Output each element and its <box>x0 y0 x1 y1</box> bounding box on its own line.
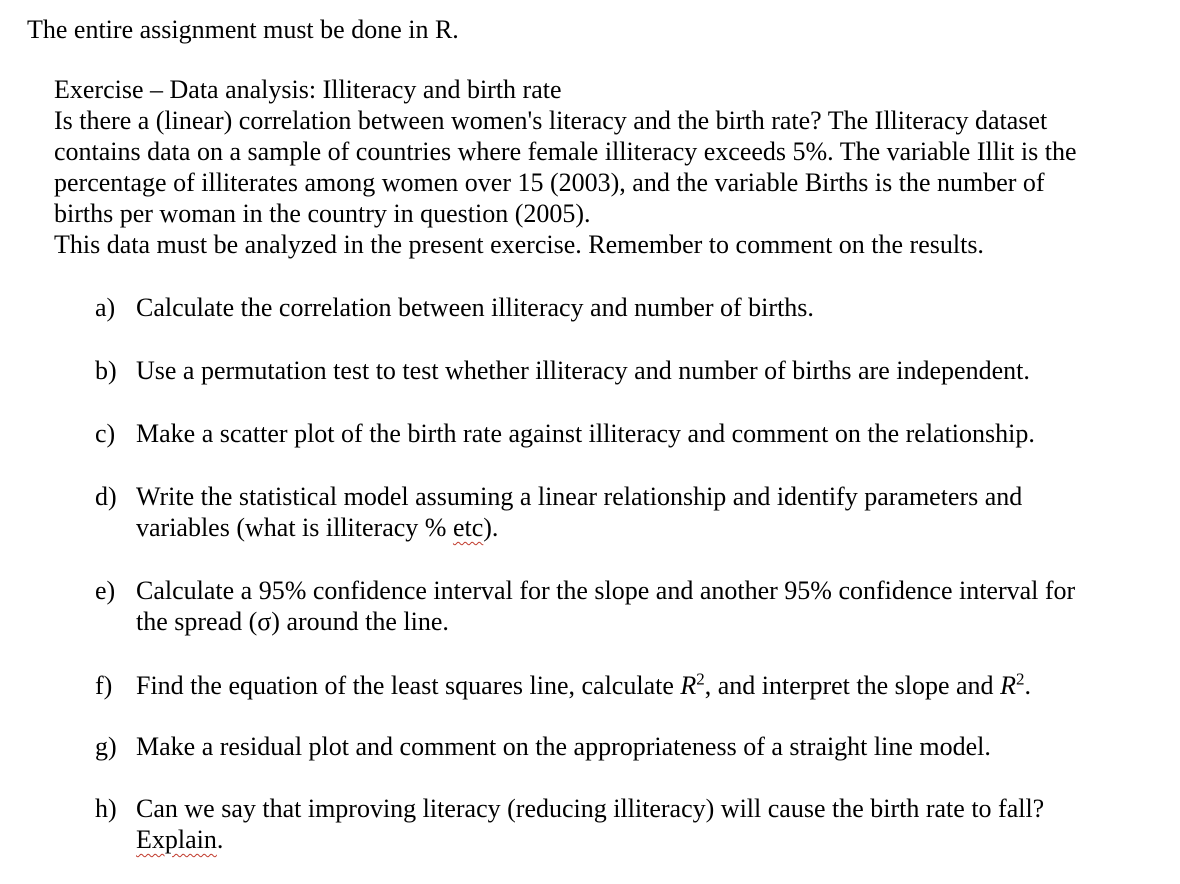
r-squared-symbol: R <box>1000 671 1016 700</box>
question-text: Make a residual plot and comment on the appropriateness of a straight line model. <box>136 732 991 761</box>
question-text: Use a permutation test to test whether illiteracy and number of births are independent. <box>136 356 1030 385</box>
question-text: Make a scatter plot of the birth rate against illiteracy and comment on the relationship. <box>136 419 1035 448</box>
spellcheck-underline: Explain <box>136 825 217 854</box>
question-letter: c) <box>95 419 116 448</box>
exercise-line: births per woman in the country in question (2005). <box>54 199 591 228</box>
exercise-line: Is there a (linear) correlation between women's literacy and the birth rate? The Illiteracy dataset <box>54 106 1048 135</box>
exercise-line: contains data on a sample of countries where female illiteracy exceeds 5%. The variable Illit is the <box>54 137 1077 166</box>
question-text-line2: the spread (σ) around the line. <box>136 607 449 636</box>
exercise-line: percentage of illiterates among women over 15 (2003), and the variable Births is the number of <box>54 168 1045 197</box>
intro-line: The entire assignment must be done in R. <box>27 15 459 44</box>
exercise-description <box>54 74 1164 260</box>
question-text-line2: variables (what is illiteracy % etc). <box>136 513 499 542</box>
question-letter: g) <box>95 732 117 761</box>
question-letter: h) <box>95 794 117 823</box>
question-letter: d) <box>95 482 117 511</box>
exercise-title: Exercise – Data analysis: Illiteracy and birth rate <box>54 75 562 104</box>
question-text-line2: Explain. <box>136 825 224 854</box>
spellcheck-underline: etc <box>452 513 484 542</box>
question-letter: f) <box>95 671 113 700</box>
question-letter: b) <box>95 356 117 385</box>
exercise-line: This data must be analyzed in the present exercise. Remember to comment on the results. <box>54 230 984 259</box>
question-text: Calculate the correlation between illiteracy and number of births. <box>136 293 814 322</box>
question-text: Write the statistical model assuming a linear relationship and identify parameters and <box>136 482 1023 511</box>
question-letter: e) <box>95 576 116 605</box>
question-text: Find the equation of the least squares line, calculate $R^2$, and interpret the slope and $R^2$. <box>136 669 1031 700</box>
question-text: Can we say that improving literacy (reducing illiteracy) will cause the birth rate to fall? <box>136 794 1045 823</box>
r-squared-symbol: R <box>680 671 697 700</box>
question-letter: a) <box>95 293 116 322</box>
question-text: Calculate a 95% confidence interval for the slope and another 95% confidence interval for <box>136 576 1076 605</box>
